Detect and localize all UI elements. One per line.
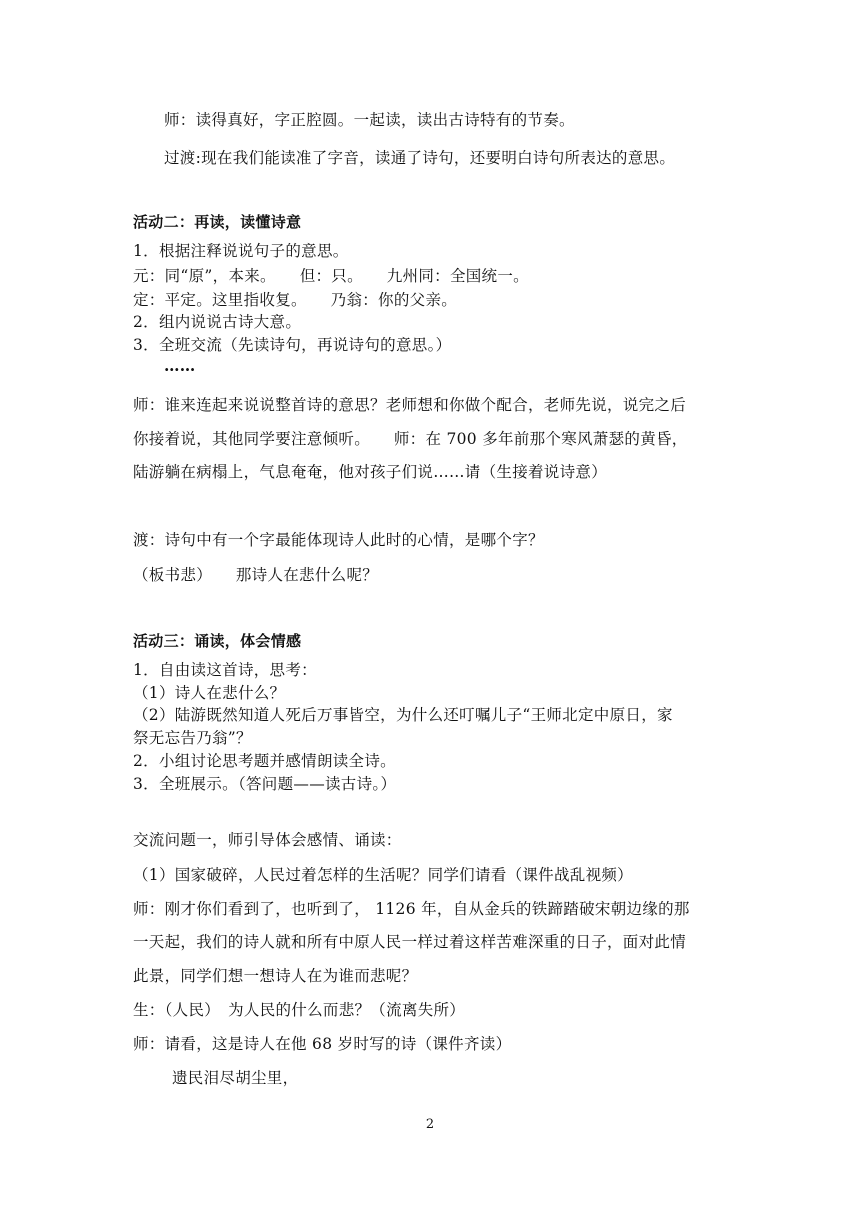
- ellipsis: ……: [164, 356, 196, 375]
- paragraph-line: 师：谁来连起来说说整首诗的意思？老师想和你做个配合，老师先说，说完之后: [133, 396, 687, 414]
- list-item: 3．全班交流（先读诗句，再说诗句的意思。）: [133, 336, 452, 354]
- paragraph-line: 此景，同学们想一想诗人在为谁而悲呢？: [133, 967, 418, 985]
- paragraph-line: 渡：诗句中有一个字最能体现诗人此时的心情，是哪个字？: [133, 531, 544, 549]
- paragraph-line: 师：请看，这是诗人在他 68 岁时写的诗（课件齐读）: [133, 1035, 512, 1053]
- list-item: 2．小组讨论思考题并感情朗读全诗。: [133, 752, 396, 770]
- paragraph-line: （1）国家破碎，人民过着怎样的生活呢？同学们请看（课件战乱视频）: [133, 866, 633, 884]
- list-item: 2．组内说说古诗大意。: [133, 313, 302, 331]
- page-number: 2: [425, 1117, 435, 1132]
- annotation-line: 元：同“原”，本来。 但：只。 九州同：全国统一。: [133, 267, 529, 285]
- heading-activity-two: 活动二：再读，读懂诗意: [133, 213, 302, 231]
- list-item: 1．根据注释说说句子的意思。: [133, 242, 349, 260]
- paragraph-teacher-praise: 师：读得真好，字正腔圆。一起读，读出古诗特有的节奏。: [164, 111, 575, 129]
- paragraph-line: 一天起，我们的诗人就和所有中原人民一样过着这样苦难深重的日子，面对此情: [133, 933, 687, 951]
- list-item: 3．全班展示。（答问题——读古诗。）: [133, 775, 397, 793]
- annotation-line: 定：平定。这里指收复。 乃翁：你的父亲。: [133, 291, 458, 309]
- paragraph-line: 师：刚才你们看到了，也听到了， 1126 年，自从金兵的铁蹄踏破宋朝边缘的那: [133, 900, 690, 918]
- list-item: （1）诗人在悲什么？: [133, 684, 286, 702]
- list-item: （2）陆游既然知道人死后万事皆空，为什么还叮嘱儿子“王师北定中原日，家: [133, 706, 673, 724]
- paragraph-line: 生：（人民） 为人民的什么而悲？（流离失所）: [133, 1001, 466, 1019]
- list-item: 1．自由读这首诗，思考：: [133, 661, 317, 679]
- poem-line: 遗民泪尽胡尘里，: [172, 1069, 299, 1087]
- paragraph-transition: 过渡:现在我们能读准了字音，读通了诗句，还要明白诗句所表达的意思。: [164, 149, 676, 167]
- paragraph-line: 你接着说，其他同学要注意倾听。 师：在 700 多年前那个寒风萧瑟的黄昏，: [133, 430, 688, 448]
- paragraph-line: （板书悲） 那诗人在悲什么呢？: [133, 566, 379, 584]
- list-item: 祭无忘告乃翁”？: [133, 729, 252, 747]
- paragraph-line: 交流问题一，师引导体会感情、诵读：: [133, 831, 402, 849]
- heading-activity-three: 活动三：诵读，体会情感: [133, 632, 302, 650]
- paragraph-line: 陆游躺在病榻上，气息奄奄，他对孩子们说……请（生接着说诗意）: [133, 463, 608, 481]
